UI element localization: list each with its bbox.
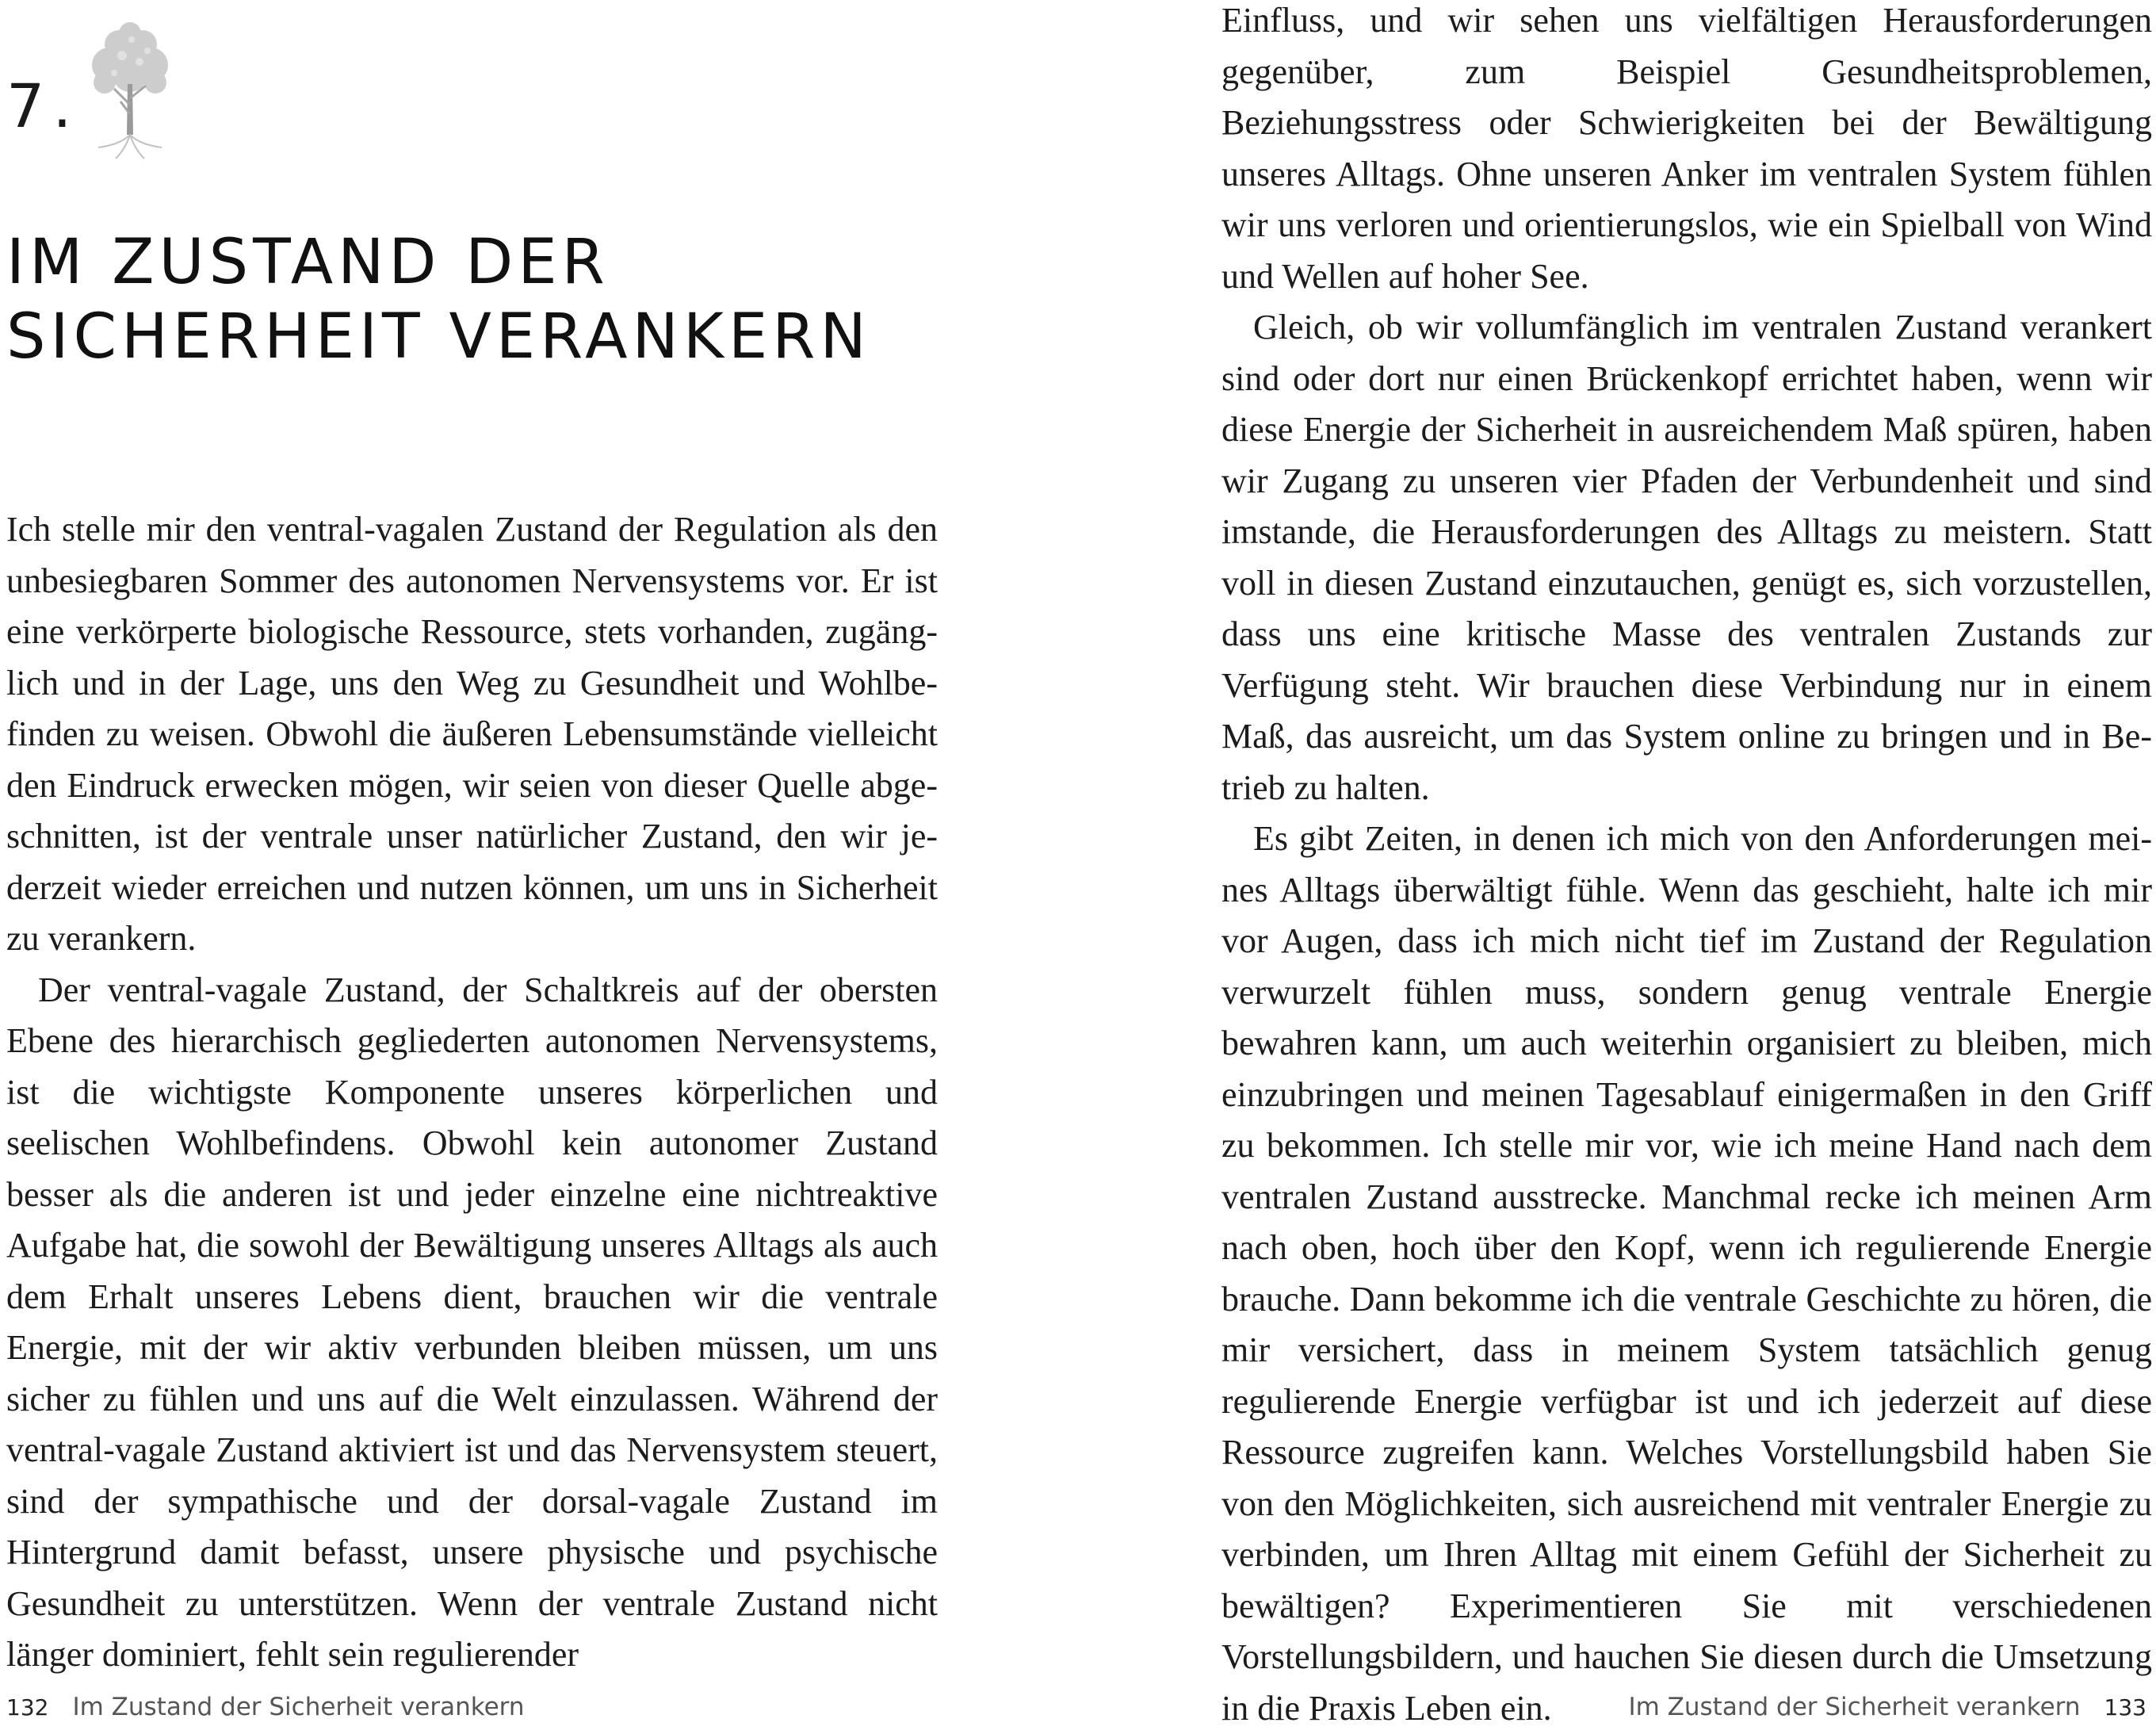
left-page-body: [6, 504, 938, 1681]
right-footer: [1628, 1695, 2146, 1720]
chapter-number: 7.: [6, 71, 80, 141]
left-page: [0, 0, 1078, 1719]
left-footer: [6, 1695, 525, 1720]
chapter-title: [6, 225, 894, 374]
paragraph: Der ventral-vagale Zustand, der Schaltkreis auf der obersten Ebene des hierarchisch gegliederten autonomen Nervensystems, ist die wichtigste Komponente unseres körperlichen und seelischen Wohlbefindens. Obwohl kein autonomer Zustand besser als die anderen ist und jeder einzelne eine nichtreaktive Aufgabe hat, die sowohl der Bewältigung unseres Alltags als auch dem Erhalt unseres Lebens dient, brauchen wir die ventrale Energie, mit der wir aktiv verbunden bleiben müssen, um uns sicher zu fühlen und uns auf die Welt einzulassen. Während der ventral-vagale Zustand aktiviert ist und das Nervensystem steuert, sind der sympathische und der dorsal-vagale Zustand im Hintergrund damit befasst, unsere physische und psychische Gesundheit zu unterstützen. Wenn der ventrale Zustand nicht länger dominiert, fehlt sein regulierender: [6, 970, 938, 1674]
right-page: [1078, 0, 2156, 1728]
page-number: 132: [6, 1694, 49, 1721]
running-title: Im Zustand der Sicherheit verankern: [72, 1693, 525, 1721]
paragraph: Ich stelle mir den ventral-vagalen Zustand der Regulation als den unbesiegbaren Sommer des autonomen Nervensystems vor. Er ist eine verkörperte biologische Ressource, stets vorhanden, zugänglich und in der Lage, uns den Weg zu Gesundheit und Wohlbefinden zu weisen. Obwohl die äußeren Lebensumstände vielleicht den Eindruck erwecken mögen, wir seien von dieser Quelle abgeschnitten, ist der ventrale unser natürlicher Zustand, den wir jederzeit wieder erreichen und nutzen können, um uns in Sicherheit zu verankern.: [6, 510, 938, 958]
chapter-title-line-1: IM ZUSTAND DER: [6, 227, 610, 298]
tree-icon: [75, 16, 185, 167]
paragraph: Es gibt Zeiten, in denen ich mich von den Anforderungen meines Alltags überwältigt fühle. Wenn das geschieht, halte ich mir vor Augen, dass ich mich nicht tief im Zustand der Regulation verwurzelt fühlen muss, sondern genug ventrale Energie bewahren kann, um auch weiterhin organisiert zu bleiben, mich einzubringen und meinen Tagesablauf einigermaßen in den Griff zu bekommen. Ich stelle mir vor, wie ich meine Hand nach dem ventralen Zustand ausstrecke. Manchmal recke ich meinen Arm nach oben, hoch über den Kopf, wenn ich regulierende Energie brauche. Dann bekomme ich die ventrale Geschichte zu hören, die mir versichert, dass in meinem System tatsächlich genug regulierende Energie verfügbar ist und ich jederzeit auf diese Ressource zugreifen kann. Welches Vorstellungsbild haben Sie von den Möglichkeiten, sich ausreichend mit ventraler Energie zu verbinden, um Ihren Alltag mit einem Gefühl der Sicherheit zu bewältigen? Experimentieren Sie mit verschiedenen Vorstellungsbildern, und hauchen Sie diesen durch die Umsetzung in die Praxis Leben ein.: [1221, 819, 2152, 1728]
right-page-body: [1221, 0, 2152, 1734]
running-title: Im Zustand der Sicherheit verankern: [1628, 1693, 2081, 1721]
page-number: 133: [2104, 1694, 2146, 1721]
paragraph: Gleich, ob wir vollumfänglich im ventralen Zustand verankert sind oder dort nur einen Brückenkopf errichtet haben, wenn wir diese Energie der Sicherheit in ausreichendem Maß spüren, haben wir Zugang zu unseren vier Pfaden der Verbundenheit und sind imstande, die Herausforderungen des Alltags zu meistern. Statt voll in diesen Zustand einzutauchen, genügt es, sich vorzustellen, dass uns eine kritische Masse des ventralen Zustands zur Verfügung steht. Wir brauchen diese Verbindung nur in einem Maß, das ausreicht, um das System online zu bringen und in Betrieb zu halten.: [1221, 308, 2152, 807]
chapter-title-line-2: SICHERHEIT VERANKERN: [6, 301, 871, 373]
paragraph: Einfluss, und wir sehen uns vielfältigen Herausforderungen gegenüber, zum Beispiel Gesundheitsproblemen, Beziehungsstress oder Schwierigkeiten bei der Bewältigung unseres Alltags. Ohne unseren Anker im ventralen System fühlen wir uns verloren und orientierungslos, wie ein Spielball von Wind und Wellen auf hoher See.: [1221, 1, 2152, 296]
